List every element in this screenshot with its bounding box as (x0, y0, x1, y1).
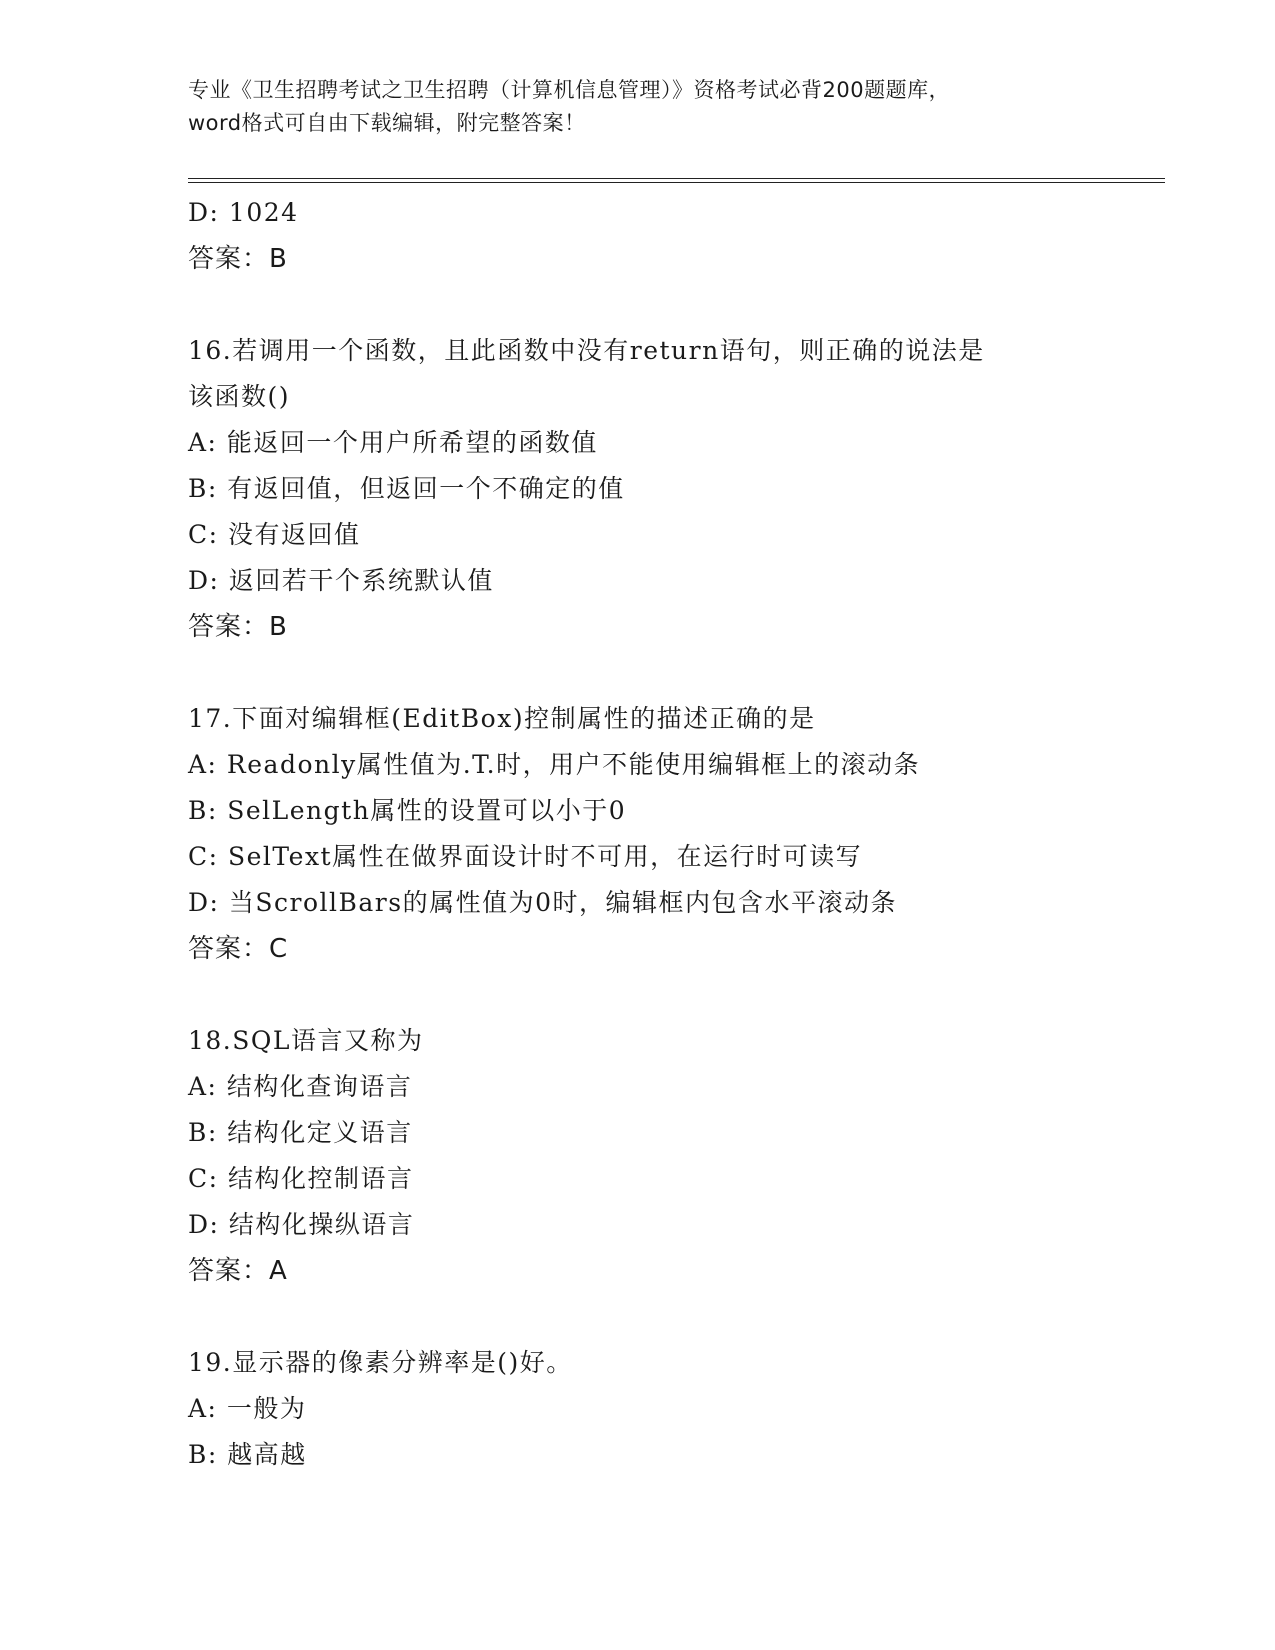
question-stem: 16.若调用一个函数，且此函数中没有return语句，则正确的说法是 (188, 336, 985, 365)
option-d: D: 当ScrollBars的属性值为0时，编辑框内包含水平滚动条 (188, 888, 897, 917)
spacer (188, 1294, 1168, 1340)
option-b: B: 越高越 (188, 1440, 307, 1469)
question-stem-continued: 该函数() (188, 382, 291, 411)
question-stem: 17.下面对编辑框(EditBox)控制属性的描述正确的是 (188, 704, 816, 733)
option-a: A: Readonly属性值为.T.时，用户不能使用编辑框上的滚动条 (188, 750, 921, 779)
spacer (188, 972, 1168, 1018)
option-d: D: 1024 (188, 198, 299, 227)
question-16 (188, 328, 1168, 650)
document-header (188, 74, 1088, 140)
answer-label: 答案：A (188, 1256, 288, 1286)
option-a: A: 结构化查询语言 (188, 1072, 413, 1101)
question-stem: 18.SQL语言又称为 (188, 1026, 424, 1055)
option-b: B: 结构化定义语言 (188, 1118, 413, 1147)
option-b: B: 有返回值，但返回一个不确定的值 (188, 474, 625, 503)
option-d: D: 返回若干个系统默认值 (188, 566, 494, 595)
option-c: C: 没有返回值 (188, 520, 361, 549)
option-c: C: 结构化控制语言 (188, 1164, 414, 1193)
option-c: C: SelText属性在做界面设计时不可用，在运行时可读写 (188, 842, 863, 871)
header-divider (188, 178, 1165, 183)
question-stem: 19.显示器的像素分辨率是()好。 (188, 1348, 573, 1377)
spacer (188, 650, 1168, 696)
question-15-tail (188, 190, 1168, 282)
option-a: A: 一般为 (188, 1394, 307, 1423)
question-17 (188, 696, 1168, 972)
option-d: D: 结构化操纵语言 (188, 1210, 415, 1239)
answer-label: 答案：C (188, 934, 289, 964)
answer-label: 答案：B (188, 244, 288, 274)
answer-label: 答案：B (188, 612, 288, 642)
question-18 (188, 1018, 1168, 1294)
option-b: B: SelLength属性的设置可以小于0 (188, 796, 627, 825)
option-a: A: 能返回一个用户所希望的函数值 (188, 428, 598, 457)
spacer (188, 282, 1168, 328)
header-title-line-1: 专业《卫生招聘考试之卫生招聘（计算机信息管理）》资格考试必背200题题库， (188, 78, 951, 102)
question-19 (188, 1340, 1168, 1478)
header-title-line-2: word格式可自由下载编辑，附完整答案！ (188, 111, 586, 135)
question-list (188, 190, 1168, 1478)
